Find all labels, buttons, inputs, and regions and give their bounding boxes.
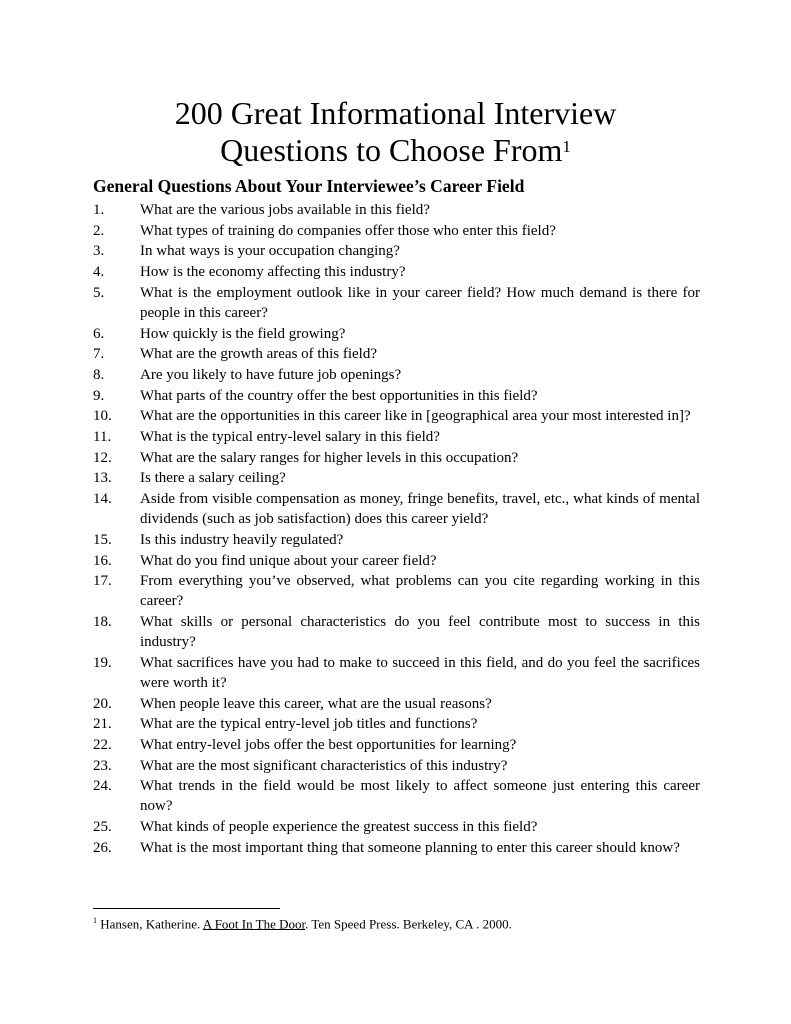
question-text: What are the growth areas of this field? bbox=[140, 346, 377, 363]
question-text: When people leave this career, what are the usual reasons? bbox=[140, 695, 492, 712]
question-item bbox=[93, 200, 700, 220]
document-title bbox=[0, 95, 791, 169]
question-text: Are you likely to have future job openings? bbox=[140, 366, 402, 383]
question-item bbox=[93, 551, 700, 571]
question-text: What parts of the country offer the best opportunities in this field? bbox=[140, 387, 538, 404]
question-text: What entry-level jobs offer the best opportunities for learning? bbox=[140, 736, 517, 753]
question-text: From everything you’ve observed, what problems can you cite regarding working in this career? bbox=[140, 573, 700, 610]
footnote-book-title: A Foot In The Door bbox=[202, 916, 306, 932]
question-item bbox=[93, 530, 700, 550]
question-text: What are the salary ranges for higher levels in this occupation? bbox=[140, 449, 519, 466]
question-number: 16. bbox=[93, 552, 112, 569]
question-text: Is this industry heavily regulated? bbox=[140, 531, 344, 548]
question-number: 3. bbox=[93, 243, 105, 260]
question-item bbox=[93, 324, 700, 344]
question-text: What skills or personal characteristics do you feel contribute most to success in this industry? bbox=[140, 613, 700, 651]
question-text: How is the economy affecting this industry? bbox=[140, 264, 406, 281]
question-number: 13. bbox=[93, 470, 112, 487]
question-text: What are the typical entry-level job titles and functions? bbox=[140, 716, 478, 733]
question-number: 26. bbox=[93, 839, 112, 856]
footnote bbox=[93, 916, 512, 932]
question-text: What kinds of people experience the greatest success in this field? bbox=[140, 819, 538, 836]
question-item bbox=[93, 714, 700, 734]
section-heading: General Questions About Your Interviewee’s Career Field bbox=[93, 176, 525, 196]
question-number: 18. bbox=[93, 613, 112, 630]
question-number: 11. bbox=[93, 428, 112, 445]
question-number: 4. bbox=[93, 264, 105, 281]
question-item bbox=[93, 468, 700, 488]
footnote-mark: 1 bbox=[93, 916, 97, 925]
question-number: 5. bbox=[93, 284, 105, 301]
question-number: 25. bbox=[93, 819, 112, 836]
question-number: 12. bbox=[93, 449, 112, 466]
question-text: Aside from visible compensation as money, fringe benefits, travel, etc., what kinds of mental dividends (such as job satisfaction) does this career yield? bbox=[140, 491, 700, 528]
question-text: Is there a salary ceiling? bbox=[140, 470, 286, 487]
question-text: In what ways is your occupation changing? bbox=[140, 243, 400, 260]
question-number: 20. bbox=[93, 695, 112, 712]
question-number: 7. bbox=[93, 346, 105, 363]
question-item bbox=[93, 776, 700, 816]
question-number: 17. bbox=[93, 573, 112, 590]
question-number: 23. bbox=[93, 757, 112, 774]
question-item bbox=[93, 406, 700, 426]
question-number: 9. bbox=[93, 387, 105, 404]
question-text: What types of training do companies offer those who enter this field? bbox=[140, 222, 556, 239]
question-item bbox=[93, 489, 700, 529]
question-item bbox=[93, 241, 700, 261]
title-line-1: 200 Great Informational Interview bbox=[174, 95, 617, 131]
question-item bbox=[93, 838, 700, 858]
question-item bbox=[93, 283, 700, 323]
question-item bbox=[93, 694, 700, 714]
footnote-publisher: . Ten Speed Press. Berkeley, CA . 2000. bbox=[305, 916, 512, 932]
question-number: 22. bbox=[93, 736, 112, 753]
question-text: How quickly is the field growing? bbox=[140, 325, 346, 342]
question-number: 1. bbox=[93, 202, 105, 218]
question-number: 15. bbox=[93, 531, 112, 548]
question-text: What is the most important thing that someone planning to enter this career should know? bbox=[140, 839, 680, 856]
question-number: 8. bbox=[93, 366, 105, 383]
question-text: What are the opportunities in this career like in [geographical area your most interested in]? bbox=[140, 408, 691, 425]
question-item bbox=[93, 571, 700, 611]
question-item bbox=[93, 344, 700, 364]
question-text: What are the various jobs available in this field? bbox=[140, 202, 430, 218]
question-list bbox=[93, 200, 700, 858]
title-line-2-text: Questions to Choose From bbox=[220, 132, 563, 168]
question-item bbox=[93, 612, 700, 652]
question-number: 2. bbox=[93, 222, 105, 239]
question-item bbox=[93, 653, 700, 693]
question-number: 24. bbox=[93, 778, 112, 795]
question-item bbox=[93, 365, 700, 385]
question-item bbox=[93, 756, 700, 776]
question-item bbox=[93, 427, 700, 447]
question-number: 10. bbox=[93, 408, 112, 425]
question-number: 19. bbox=[93, 654, 112, 671]
question-item bbox=[93, 221, 700, 241]
question-text: What is the typical entry-level salary in this field? bbox=[140, 428, 440, 445]
footnote-reference: 1 bbox=[562, 137, 571, 156]
question-number: 14. bbox=[93, 491, 112, 508]
question-item bbox=[93, 386, 700, 406]
question-text: What trends in the field would be most likely to affect someone just entering this career now? bbox=[140, 778, 700, 815]
question-text: What sacrifices have you had to make to succeed in this field, and do you feel the sacrifices were worth it? bbox=[140, 654, 700, 691]
question-text: What are the most significant characteristics of this industry? bbox=[140, 757, 508, 774]
footnote-author: Hansen, Katherine. bbox=[97, 916, 203, 932]
question-item bbox=[93, 262, 700, 282]
title-line-2 bbox=[0, 132, 791, 169]
question-item bbox=[93, 735, 700, 755]
question-item bbox=[93, 817, 700, 837]
question-item bbox=[93, 448, 700, 468]
question-text: What do you find unique about your career field? bbox=[140, 552, 437, 569]
footnote-divider bbox=[93, 908, 280, 909]
question-number: 6. bbox=[93, 325, 105, 342]
question-number: 21. bbox=[93, 716, 112, 733]
question-text: What is the employment outlook like in your career field? How much demand is there for people in this career? bbox=[140, 284, 700, 321]
